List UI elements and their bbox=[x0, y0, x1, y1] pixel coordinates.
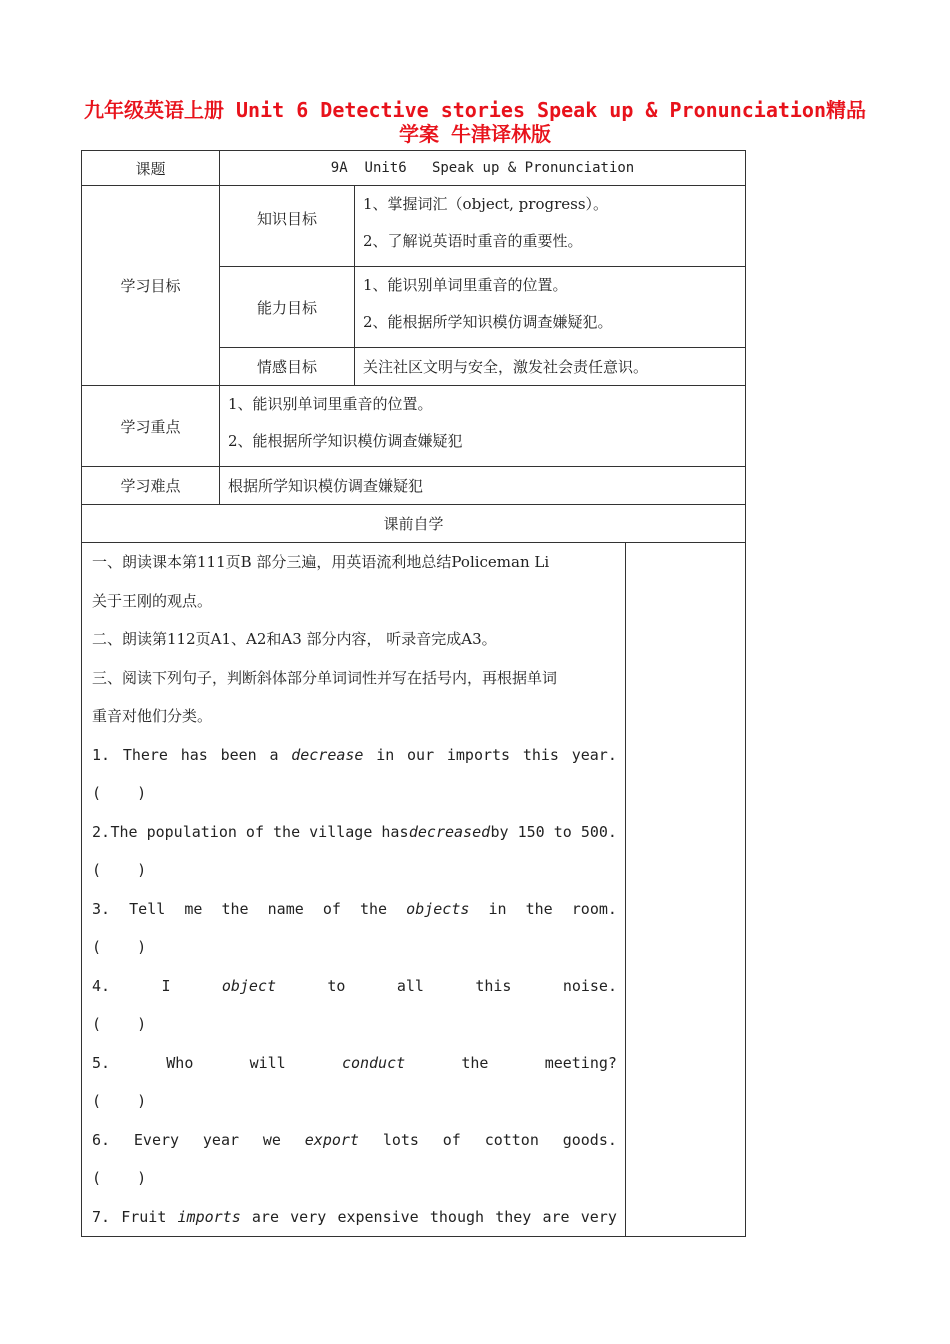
ability-item-1: 1、能识别单词里重音的位置。 bbox=[363, 276, 568, 294]
key-points-content bbox=[220, 386, 746, 467]
lesson-row bbox=[82, 151, 746, 186]
word: are bbox=[251, 1207, 279, 1226]
emotion-content: 关注社区文明与安全，激发社会责任意识。 bbox=[355, 348, 746, 386]
word: very bbox=[580, 1207, 617, 1226]
italic-target-word: imports bbox=[177, 1207, 241, 1226]
ability-item-2: 2、能根据所学知识模仿调查嫌疑犯。 bbox=[363, 313, 613, 331]
sentence-number: 4. bbox=[92, 976, 111, 995]
emotion-label: 情感目标 bbox=[220, 348, 355, 386]
document-title-line2: 学案 牛津译林版 bbox=[398, 122, 552, 146]
sentence-number: 1. bbox=[92, 745, 111, 764]
word: this bbox=[475, 976, 512, 995]
answer-blank-2[interactable]: ( ) bbox=[92, 861, 147, 879]
sentence-number: 7. bbox=[92, 1207, 111, 1226]
word: noise. bbox=[562, 976, 617, 995]
italic-target-word: conduct bbox=[341, 1053, 406, 1072]
word: to bbox=[327, 976, 346, 995]
word: our bbox=[407, 745, 435, 764]
sentence-4 bbox=[92, 967, 617, 1006]
knowledge-item-2: 2、了解说英语时重音的重要性。 bbox=[363, 232, 583, 250]
word: the bbox=[360, 899, 388, 918]
word: been bbox=[220, 745, 257, 764]
word: in bbox=[488, 899, 507, 918]
task-3-line-b: 重音对他们分类。 bbox=[92, 707, 213, 725]
word: has bbox=[180, 745, 208, 764]
sentence-number: 6. bbox=[92, 1130, 111, 1149]
task-3-line-a: 三、阅读下列句子，判断斜体部分单词词性并写在括号内，再根据单词 bbox=[92, 668, 558, 687]
ability-label: 能力目标 bbox=[220, 267, 355, 348]
sentence-text: by 150 to 500. bbox=[490, 822, 617, 841]
answer-blank-3[interactable]: ( ) bbox=[92, 938, 147, 956]
preview-header: 课前自学 bbox=[82, 505, 746, 543]
word: expensive bbox=[337, 1207, 419, 1226]
difficulty-row bbox=[82, 467, 746, 505]
word: me bbox=[184, 899, 203, 918]
lesson-plan-table bbox=[81, 150, 746, 1237]
preview-header-row bbox=[82, 505, 746, 543]
sentence-1 bbox=[92, 736, 617, 775]
difficulty-label: 学习难点 bbox=[82, 467, 220, 505]
key-point-2: 2、能根据所学知识模仿调查嫌疑犯 bbox=[228, 432, 463, 450]
document-title bbox=[80, 98, 870, 146]
word: Who bbox=[166, 1053, 194, 1072]
sentence-text: The population of the village has bbox=[110, 822, 409, 841]
word: will bbox=[249, 1053, 286, 1072]
objectives-label: 学习目标 bbox=[82, 186, 220, 386]
sentence-3 bbox=[92, 890, 617, 929]
italic-target-word: export bbox=[304, 1130, 359, 1149]
word: goods. bbox=[562, 1130, 617, 1149]
italic-target-word: decreased bbox=[408, 822, 491, 841]
word: the bbox=[525, 899, 553, 918]
lesson-value: 9A Unit6 Speak up & Pronunciation bbox=[220, 151, 746, 186]
key-points-row bbox=[82, 386, 746, 467]
sentence-7 bbox=[92, 1198, 617, 1237]
word: year bbox=[202, 1130, 240, 1149]
word: room. bbox=[571, 899, 617, 918]
word: the bbox=[221, 899, 249, 918]
word: year. bbox=[571, 745, 617, 764]
word: lots bbox=[382, 1130, 419, 1149]
word: There bbox=[122, 745, 168, 764]
word: very bbox=[290, 1207, 327, 1226]
task-2: 二、朗读第112页A1、A2和A3 部分内容， 听录音完成A3。 bbox=[92, 630, 497, 648]
difficulty-content: 根据所学知识模仿调查嫌疑犯 bbox=[220, 467, 746, 505]
word: of bbox=[442, 1130, 461, 1149]
word: this bbox=[522, 745, 559, 764]
key-points-label: 学习重点 bbox=[82, 386, 220, 467]
word: they bbox=[495, 1207, 532, 1226]
notes-column bbox=[626, 543, 746, 1237]
preview-content-row bbox=[82, 543, 746, 1237]
objectives-knowledge-row bbox=[82, 186, 746, 267]
answer-blank-4[interactable]: ( ) bbox=[92, 1015, 147, 1033]
sentence-6 bbox=[92, 1121, 617, 1160]
sentence-number: 5. bbox=[92, 1053, 111, 1072]
ability-content bbox=[355, 267, 746, 348]
word: we bbox=[262, 1130, 281, 1149]
answer-blank-1[interactable]: ( ) bbox=[92, 784, 147, 802]
word: all bbox=[396, 976, 424, 995]
word: of bbox=[322, 899, 341, 918]
sentence-5 bbox=[92, 1044, 617, 1083]
word: meeting? bbox=[544, 1053, 617, 1072]
knowledge-label: 知识目标 bbox=[220, 186, 355, 267]
preview-content bbox=[82, 543, 626, 1237]
italic-target-word: decrease bbox=[291, 745, 364, 764]
word: in bbox=[376, 745, 395, 764]
task-1-line-b: 关于王刚的观点。 bbox=[92, 591, 213, 610]
word: though bbox=[429, 1207, 485, 1226]
word: the bbox=[461, 1053, 489, 1072]
word: cotton bbox=[484, 1130, 539, 1149]
word: imports bbox=[446, 745, 511, 764]
key-point-1: 1、能识别单词里重音的位置。 bbox=[228, 395, 433, 413]
document-title-line1: 九年级英语上册 Unit 6 Detective stories Speak up & Pronunciation精品 bbox=[83, 98, 867, 122]
word: Tell bbox=[129, 899, 166, 918]
answer-blank-6[interactable]: ( ) bbox=[92, 1169, 147, 1187]
sentence-number: 3. bbox=[92, 899, 111, 918]
knowledge-content bbox=[355, 186, 746, 267]
task-1-line-a: 一、朗读课本第111页B 部分三遍，用英语流利地总结Policeman Li bbox=[92, 553, 550, 571]
sentence-2 bbox=[92, 813, 617, 852]
italic-target-word: object bbox=[221, 976, 277, 995]
word: Fruit bbox=[121, 1207, 167, 1226]
word: are bbox=[542, 1207, 570, 1226]
lesson-label: 课题 bbox=[82, 151, 220, 186]
answer-blank-5[interactable]: ( ) bbox=[92, 1092, 147, 1110]
italic-target-word: objects bbox=[406, 899, 470, 918]
word: name bbox=[267, 899, 304, 918]
word: a bbox=[269, 745, 279, 764]
sentence-number: 2. bbox=[92, 822, 111, 841]
word: I bbox=[161, 976, 171, 995]
word: Every bbox=[133, 1130, 180, 1149]
knowledge-item-1: 1、掌握词汇（object, progress）。 bbox=[363, 195, 609, 213]
